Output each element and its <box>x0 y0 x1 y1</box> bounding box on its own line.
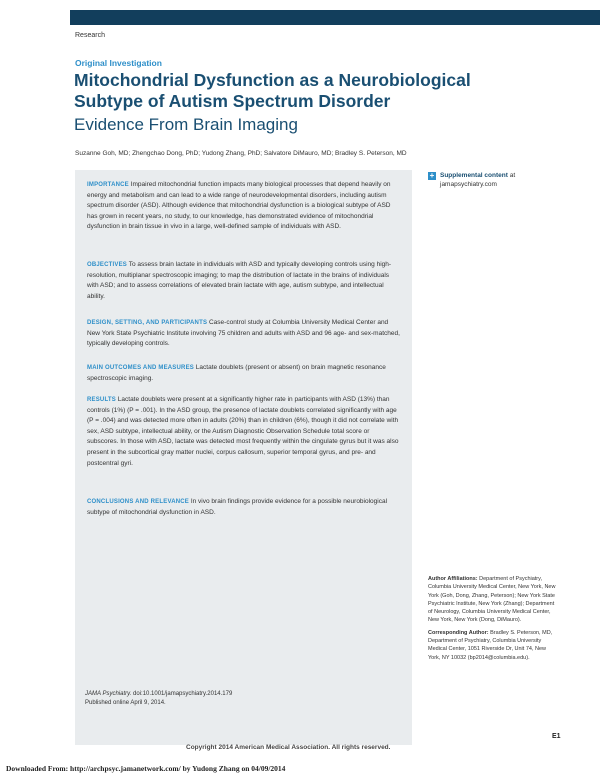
plus-icon[interactable]: + <box>429 171 435 180</box>
importance-text: Impaired mitochondrial function impacts many biological processes that depend heavily on energy and metabolism and can lead to a wide range of neurodevelopmental disorders, including autism spectrum disorder (ASD). Although evidence that mitochondrial dysfunction is a biological subtype of ASD has grown in recent years, no study, to our knowledge, has demonstrated evidence of mitochondrial dysfunction in brain tissue in vivo in a large, well-defined sample of individuals with ASD. <box>87 181 391 231</box>
outcomes-text: Lactate doublets (present or absent) on brain magnetic resonance spectroscopic imaging. <box>87 364 386 382</box>
citation-published: Published online April 9, 2014. <box>85 699 166 706</box>
abstract-design <box>87 318 402 350</box>
objectives-heading: OBJECTIVES <box>87 262 128 268</box>
outcomes-heading: MAIN OUTCOMES AND MEASURES <box>87 365 194 371</box>
importance-heading: IMPORTANCE <box>87 182 129 188</box>
citation <box>85 690 385 707</box>
header-banner <box>70 10 600 25</box>
abstract-importance <box>87 180 402 233</box>
author-affiliations <box>428 575 558 662</box>
supplemental-suffix: at jamapsychiatry.com <box>440 172 516 188</box>
affiliations-label: Author Affiliations: <box>428 576 478 582</box>
download-notice: Downloaded From: http://archpsyc.jamanetwork.com/ by Yudong Zhang on 04/09/2014 <box>6 764 286 773</box>
copyright-notice: Copyright 2014 American Medical Association. All rights reserved. <box>186 744 391 751</box>
supplemental-label[interactable]: Supplemental content <box>440 172 508 179</box>
section-label: Research <box>75 32 105 39</box>
results-heading: RESULTS <box>87 397 116 403</box>
corresponding-label: Corresponding Author: <box>428 629 489 636</box>
design-heading: DESIGN, SETTING, AND PARTICIPANTS <box>87 320 208 326</box>
abstract-objectives <box>87 260 402 302</box>
design-text: Case-control study at Columbia University Medical Center and New York State Psychiatric Institute involving 75 children and adults with ASD and 96 age- and sex-matched, typically developing controls. <box>87 319 400 348</box>
objectives-text: To assess brain lactate in individuals with ASD and typically developing controls using high-resolution, multiplanar spectroscopic imaging; to map the distribution of lactate in the brains of individuals with ASD; and to assess correlations of elevated brain lactate with age, autism subtype, and intellectual ability. <box>87 261 392 300</box>
corresponding-text: Bradley S. Peterson, MD, Department of Psychiatry, Columbia University Medical Center, 1051 Riverside Dr, Unit 74, New York, NY 10032 (bp2014@columbia.edu). <box>428 629 553 661</box>
article-title: Mitochondrial Dysfunction as a Neurobiological Subtype of Autism Spectrum Disorder <box>74 70 471 111</box>
conclusions-heading: CONCLUSIONS AND RELEVANCE <box>87 499 190 505</box>
abstract-outcomes <box>87 363 402 384</box>
affiliations-text: Department of Psychiatry, Columbia University Medical Center, New York, New York (Goh, Dong, Zhang, Peterson); New York State Psychiatric Institute, New York (Zhang); Department of Neurology, Columbia University Medical Center, New York, New York (Dong, DiMauro). <box>428 576 556 624</box>
citation-doi[interactable]: doi:10.1001/jamapsychiatry.2014.179 <box>133 691 233 697</box>
results-text: Lactate doublets were present at a significantly higher rate in participants with ASD (13%) than controls (1%) (P = .001). In the ASD group, the presence of lactate doublets correlated significantly with age (P = .004) and was detected more often in adults (20%) than in children (6%), though it did not correlate with sex, ASD subtype, intellectual ability, or the Autism Diagnostic Observation Schedule total score or subscores. In those with ASD, lactate was detected most frequently within the cingulate gyrus but it was also present in the subcortical gray matter nuclei, corpus callosum, superior temporal gyrus, and pre- and postcentral gyri. <box>87 396 399 467</box>
abstract-box <box>75 170 412 745</box>
abstract-results <box>87 395 402 469</box>
author-list: Suzanne Goh, MD; Zhengchao Dong, PhD; Yudong Zhang, PhD; Salvatore DiMauro, MD; Bradley S. Peterson, MD <box>75 150 407 157</box>
article-subtitle: Evidence From Brain Imaging <box>74 115 298 134</box>
article-type: Original Investigation <box>75 58 162 68</box>
conclusions-text: In vivo brain findings provide evidence for a possible neurobiological subtype of mitochondrial dysfunction in ASD. <box>87 498 388 516</box>
page-number: E1 <box>552 733 561 740</box>
supplemental-text <box>440 172 558 189</box>
citation-journal: JAMA Psychiatry. <box>85 691 132 697</box>
abstract-conclusions <box>87 497 402 518</box>
